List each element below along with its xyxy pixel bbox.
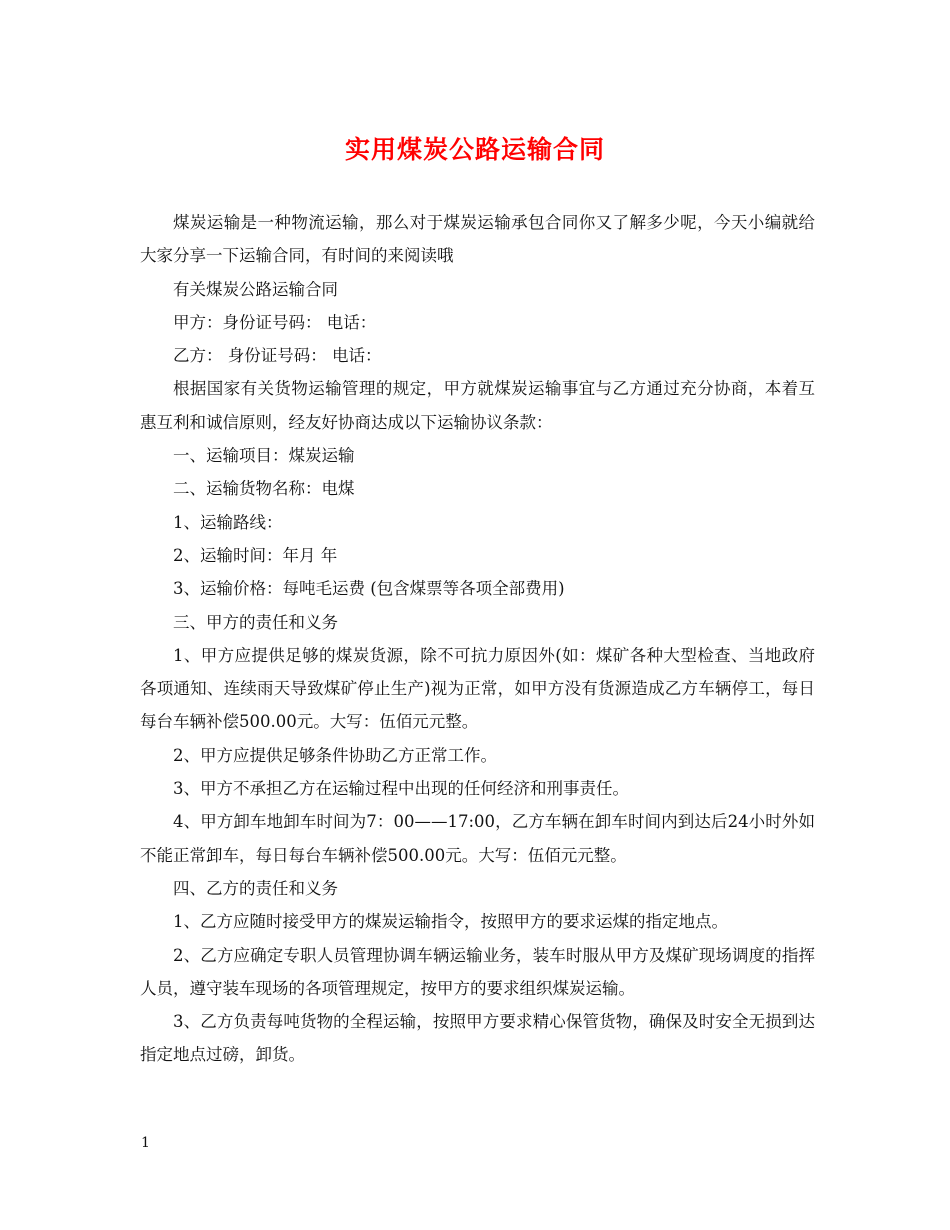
paragraph: 3、运输价格：每吨毛运费 (包含煤票等各项全部费用) [173, 579, 565, 599]
paragraph: 1、运输路线： [173, 512, 283, 532]
document-title: 实用煤炭公路运输合同 [344, 135, 605, 164]
paragraph: 二、运输货物名称：电煤 [173, 479, 355, 499]
paragraph: 4、甲方卸车地卸车时间为7：00——17:00，乙方车辆在卸车时间内到达后24小时外如不能正常卸车，每日每台车辆补偿500.00元。大写：伍佰元元整。 [140, 812, 815, 865]
paragraph: 3、甲方不承担乙方在运输过程中出现的任何经济和刑事责任。 [173, 779, 629, 799]
paragraph: 一、运输项目：煤炭运输 [173, 446, 355, 466]
paragraph: 煤炭运输是一种物流运输，那么对于煤炭运输承包合同你又了解多少呢，今天小编就给大家分享一下运输合同，有时间的来阅读哦 [140, 213, 815, 266]
paragraph: 乙方： 身份证号码： 电话： [173, 346, 382, 366]
page-number: 1 [141, 1135, 150, 1151]
paragraph: 2、运输时间：年月 年 [173, 545, 338, 565]
paragraph: 四、乙方的责任和义务 [173, 878, 338, 898]
document-body [140, 206, 815, 1072]
paragraph: 根据国家有关货物运输管理的规定，甲方就煤炭运输事宜与乙方通过充分协商，本着互惠互利和诚信原则，经友好协商达成以下运输协议条款： [140, 379, 815, 432]
paragraph: 甲方：身份证号码： 电话： [173, 312, 377, 332]
paragraph: 三、甲方的责任和义务 [173, 612, 338, 632]
paragraph: 3、乙方负责每吨货物的全程运输，按照甲方要求精心保管货物，确保及时安全无损到达指定地点过磅，卸货。 [140, 1012, 815, 1065]
paragraph: 有关煤炭公路运输合同 [173, 279, 338, 299]
paragraph: 1、甲方应提供足够的煤炭货源，除不可抗力原因外(如：煤矿各种大型检查、当地政府各项通知、连续雨天导致煤矿停止生产)视为正常，如甲方没有货源造成乙方车辆停工，每日每台车辆补偿500.00元。大写：伍佰元元整。 [140, 645, 815, 732]
paragraph: 2、甲方应提供足够条件协助乙方正常工作。 [173, 745, 497, 765]
paragraph: 2、乙方应确定专职人员管理协调车辆运输业务，装车时服从甲方及煤矿现场调度的指挥人员，遵守装车现场的各项管理规定，按甲方的要求组织煤炭运输。 [140, 945, 815, 998]
paragraph: 1、乙方应随时接受甲方的煤炭运输指令，按照甲方的要求运煤的指定地点。 [173, 912, 728, 932]
